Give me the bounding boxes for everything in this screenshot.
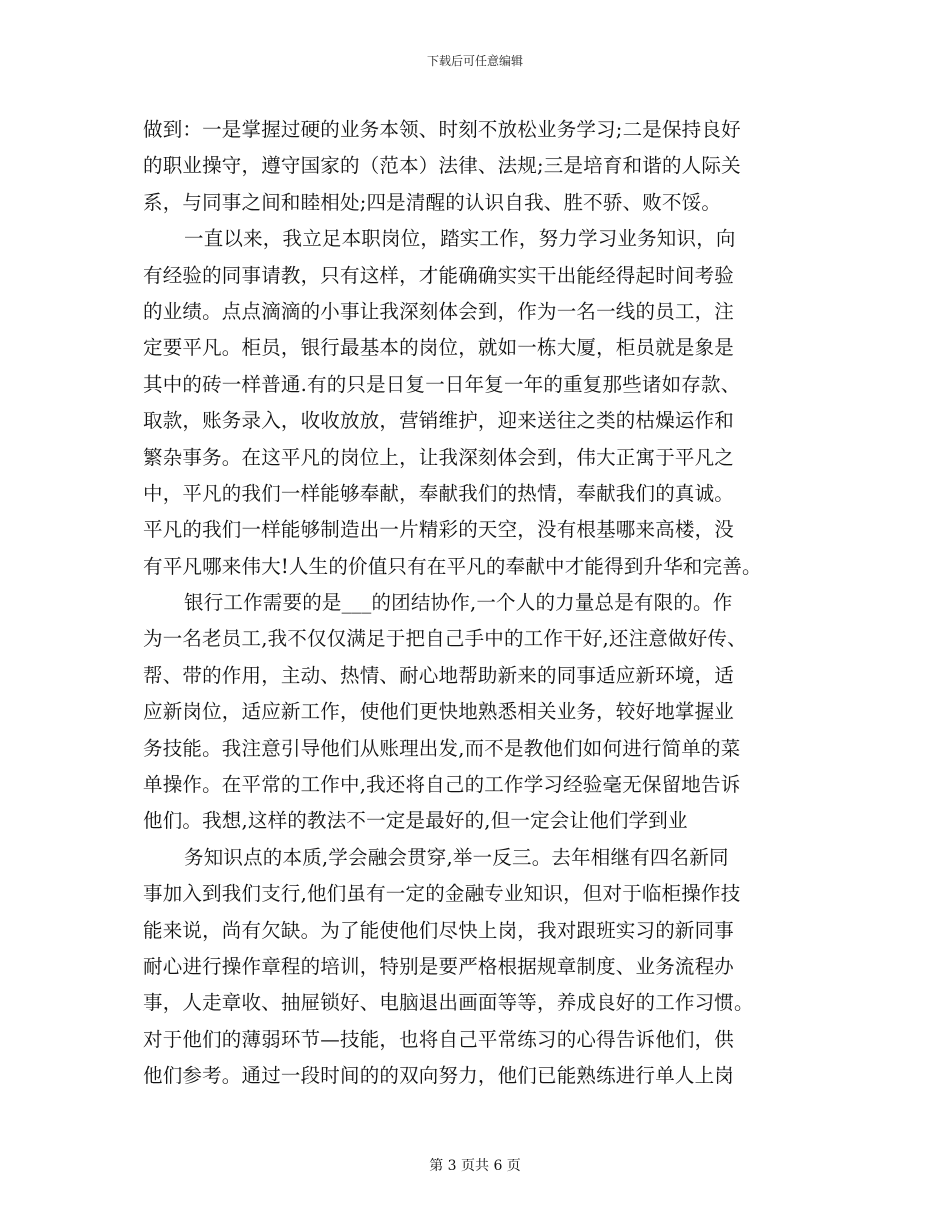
page-footer: 第 3 页共 6 页 bbox=[429, 1158, 521, 1174]
text-line: 定要平凡。柜员，银行最基本的岗位，就如一栋大厦，柜员就是象是 bbox=[143, 336, 735, 360]
text-line: 耐心进行操作章程的培训，特别是要严格根据规章制度、业务流程办 bbox=[143, 954, 735, 978]
text-line: 一直以来，我立足本职岗位，踏实工作，努力学习业务知识，向 bbox=[184, 227, 736, 251]
paragraph-2 bbox=[143, 221, 815, 585]
text-line: 事，人走章收、抽屉锁好、电脑退出画面等等，养成良好的工作习惯。 bbox=[143, 991, 754, 1015]
text-line: 做到：一是掌握过硬的业务本领、时刻不放松业务学习;二是保持良好 bbox=[143, 118, 741, 141]
text-line: 帮、带的作用，主动、热情、耐心地帮助新来的同事适应新环境，适 bbox=[143, 663, 735, 687]
text-line: 他们。我想,这样的教法不一定是最好的,但一定会让他们学到业 bbox=[143, 809, 688, 833]
text-line: 取款，账务录入，收收放放，营销维护，迎来送往之类的枯燥运作和 bbox=[143, 409, 735, 433]
text-line: 事加入到我们支行,他们虽有一定的金融专业知识，但对于临柜操作技 bbox=[143, 882, 741, 906]
page-header: 下载后可任意编辑 bbox=[426, 54, 523, 68]
text-line: 系，与同事之间和睦相处;四是清醒的认识自我、胜不骄、败不馁。 bbox=[143, 190, 722, 214]
text-line: 能来说，尚有欠缺。为了能使他们尽快上岗，我对跟班实习的新同事 bbox=[143, 918, 735, 942]
text-line: 他们参考。通过一段时间的的双向努力，他们已能熟练进行单人上岗 bbox=[143, 1064, 735, 1088]
text-line: 务知识点的本质,学会融会贯穿,举一反三。去年相继有四名新同 bbox=[184, 845, 729, 869]
text-line: 单操作。在平常的工作中,我还将自己的工作学习经验毫无保留地告诉 bbox=[143, 773, 741, 797]
text-line: 有平凡哪来伟大!人生的价值只有在平凡的奉献中才能得到升华和完善。 bbox=[143, 554, 762, 578]
text-line: 为一名老员工,我不仅仅满足于把自己手中的工作干好,还注意做好传、 bbox=[143, 627, 747, 651]
text-line: 中，平凡的我们一样能够奉献，奉献我们的热情，奉献我们的真诚。 bbox=[143, 481, 735, 505]
text-line: 银行工作需要的是___的团结协作,一个人的力量总是有限的。作 bbox=[184, 591, 733, 615]
paragraph-1 bbox=[143, 112, 815, 221]
text-line: 务技能。我注意引导他们从账理出发,而不是教他们如何进行简单的菜 bbox=[143, 736, 741, 760]
text-line: 有经验的同事请教，只有这样，才能确确实实干出能经得起时间考验 bbox=[143, 263, 735, 287]
paragraph-4 bbox=[143, 840, 815, 1095]
body-text bbox=[143, 112, 815, 1095]
text-line: 繁杂事务。在这平凡的岗位上，让我深刻体会到，伟大正寓于平凡之 bbox=[143, 445, 735, 469]
text-line: 的业绩。点点滴滴的小事让我深刻体会到，作为一名一线的员工，注 bbox=[143, 299, 735, 323]
text-line: 的职业操守，遵守国家的（范本）法律、法规;三是培育和谐的人际关 bbox=[143, 154, 741, 178]
text-line: 其中的砖一样普通.有的只是日复一日年复一年的重复那些诸如存款、 bbox=[143, 372, 741, 396]
text-line: 应新岗位，适应新工作，使他们更快地熟悉相关业务，较好地掌握业 bbox=[143, 700, 735, 724]
text-line: 对于他们的薄弱环节—技能，也将自己平常练习的心得告诉他们，供 bbox=[143, 1027, 735, 1051]
paragraph-3 bbox=[143, 585, 815, 840]
text-line: 平凡的我们一样能够制造出一片精彩的天空，没有根基哪来高楼，没 bbox=[143, 518, 735, 542]
